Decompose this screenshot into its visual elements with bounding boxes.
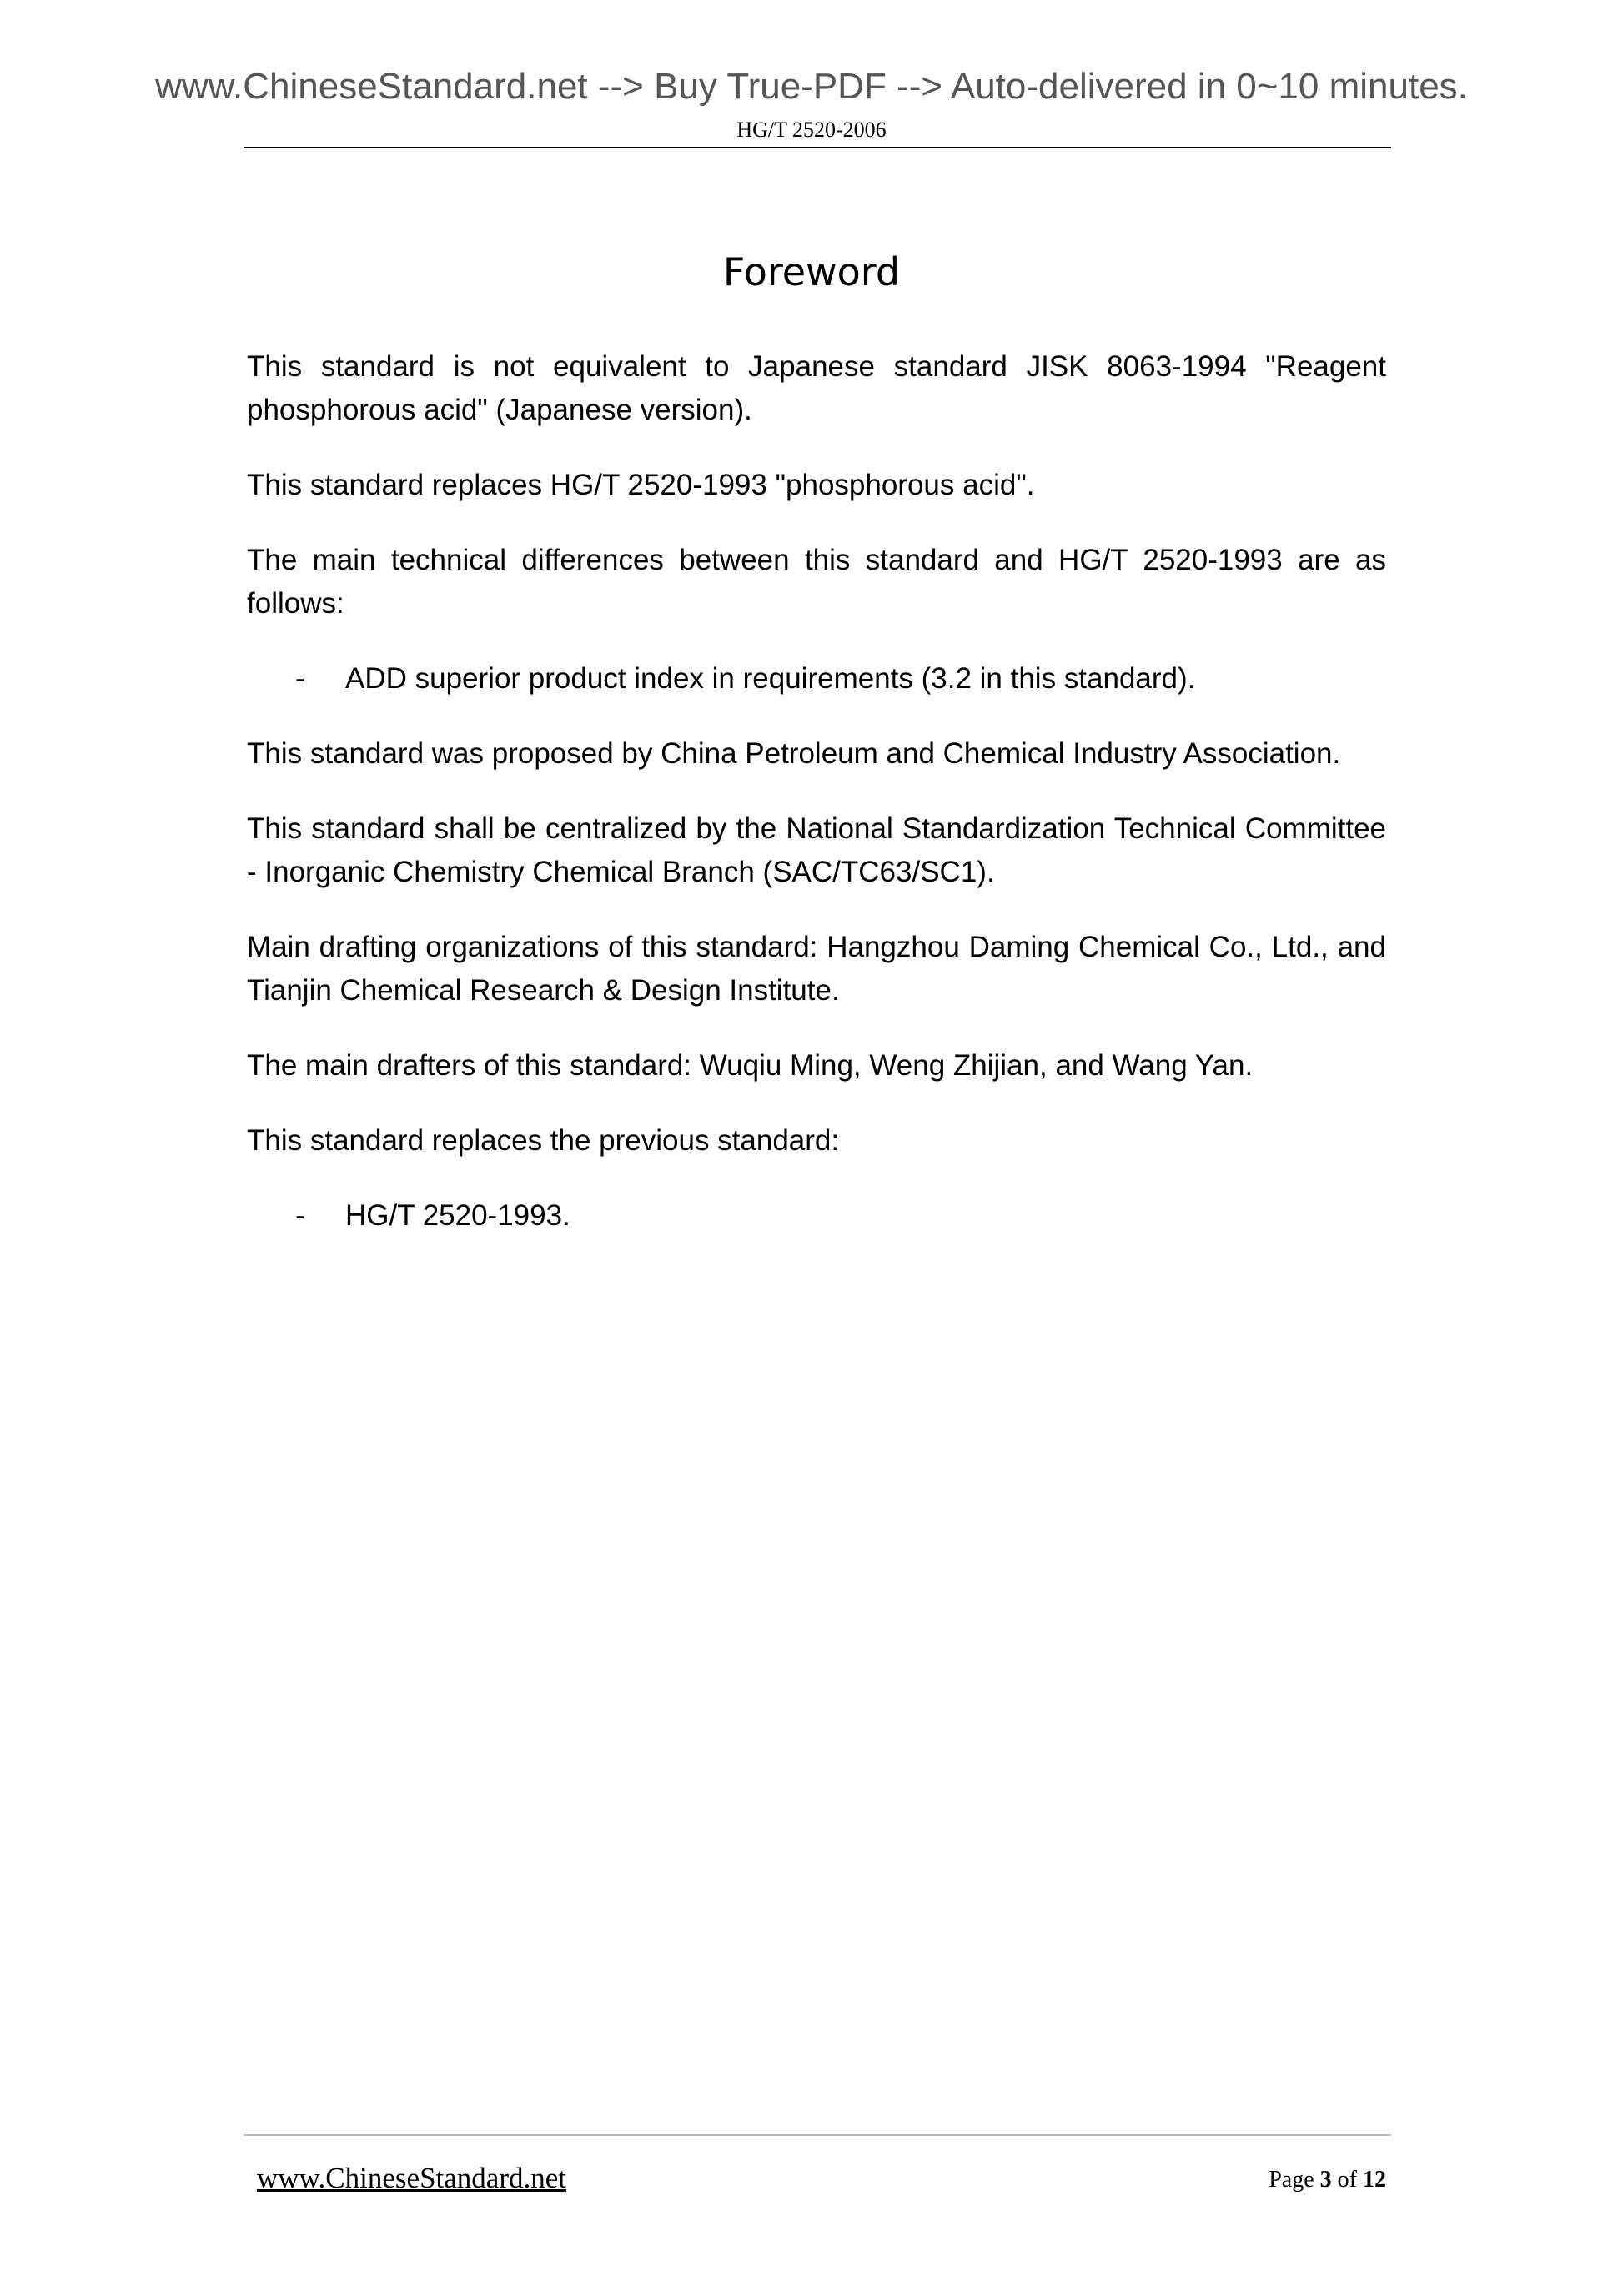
page-label: Page xyxy=(1269,2167,1314,2193)
paragraph-differences: The main technical differences between this standard and HG/T 2520-1993 are as follows: xyxy=(247,544,1386,620)
page-total: 12 xyxy=(1363,2167,1386,2193)
header-divider xyxy=(244,147,1391,148)
page-number xyxy=(1269,2163,1386,2197)
list-item-text: ADD superior product index in requirements (3.2 in this standard). xyxy=(345,662,1196,695)
paragraph-equivalence: This standard is not equivalent to Japanese standard JISK 8063-1994 "Reagent phosphorous acid" (Japanese version). xyxy=(247,350,1386,426)
bullet-dash: - xyxy=(295,662,305,695)
page-of: of xyxy=(1337,2167,1357,2193)
paragraph-centralized-by: This standard shall be centralized by the National Standardization Technical Committee - Inorganic Chemistry Chemical Branch (SAC/TC63/SC1). xyxy=(247,812,1386,888)
header-banner: www.ChineseStandard.net --> Buy True-PDF --> Auto-delivered in 0~10 minutes. xyxy=(155,66,1468,107)
list-item xyxy=(247,1194,1386,1238)
list-item-text: HG/T 2520-1993. xyxy=(345,1199,570,1232)
page-title: Foreword xyxy=(722,249,901,294)
paragraph-replaces: This standard replaces HG/T 2520-1993 "phosphorous acid". xyxy=(247,469,1035,501)
bullet-dash: - xyxy=(295,1199,305,1232)
footer-divider xyxy=(244,2134,1391,2136)
paragraph-previous-standard: This standard replaces the previous standard: xyxy=(247,1124,840,1157)
page-current: 3 xyxy=(1319,2167,1332,2193)
paragraph-drafting-organizations: Main drafting organizations of this standard: Hangzhou Daming Chemical Co., Ltd., and Tianjin Chemical Research & Design Institute. xyxy=(247,931,1386,1007)
list-item xyxy=(247,657,1386,701)
paragraph-drafters: The main drafters of this standard: Wuqiu Ming, Weng Zhijian, and Wang Yan. xyxy=(247,1049,1254,1082)
document-body xyxy=(247,345,1386,1269)
footer-website-link[interactable]: www.ChineseStandard.net xyxy=(257,2162,566,2194)
standard-code: HG/T 2520-2006 xyxy=(736,118,887,142)
paragraph-proposed-by: This standard was proposed by China Petroleum and Chemical Industry Association. xyxy=(247,737,1341,770)
